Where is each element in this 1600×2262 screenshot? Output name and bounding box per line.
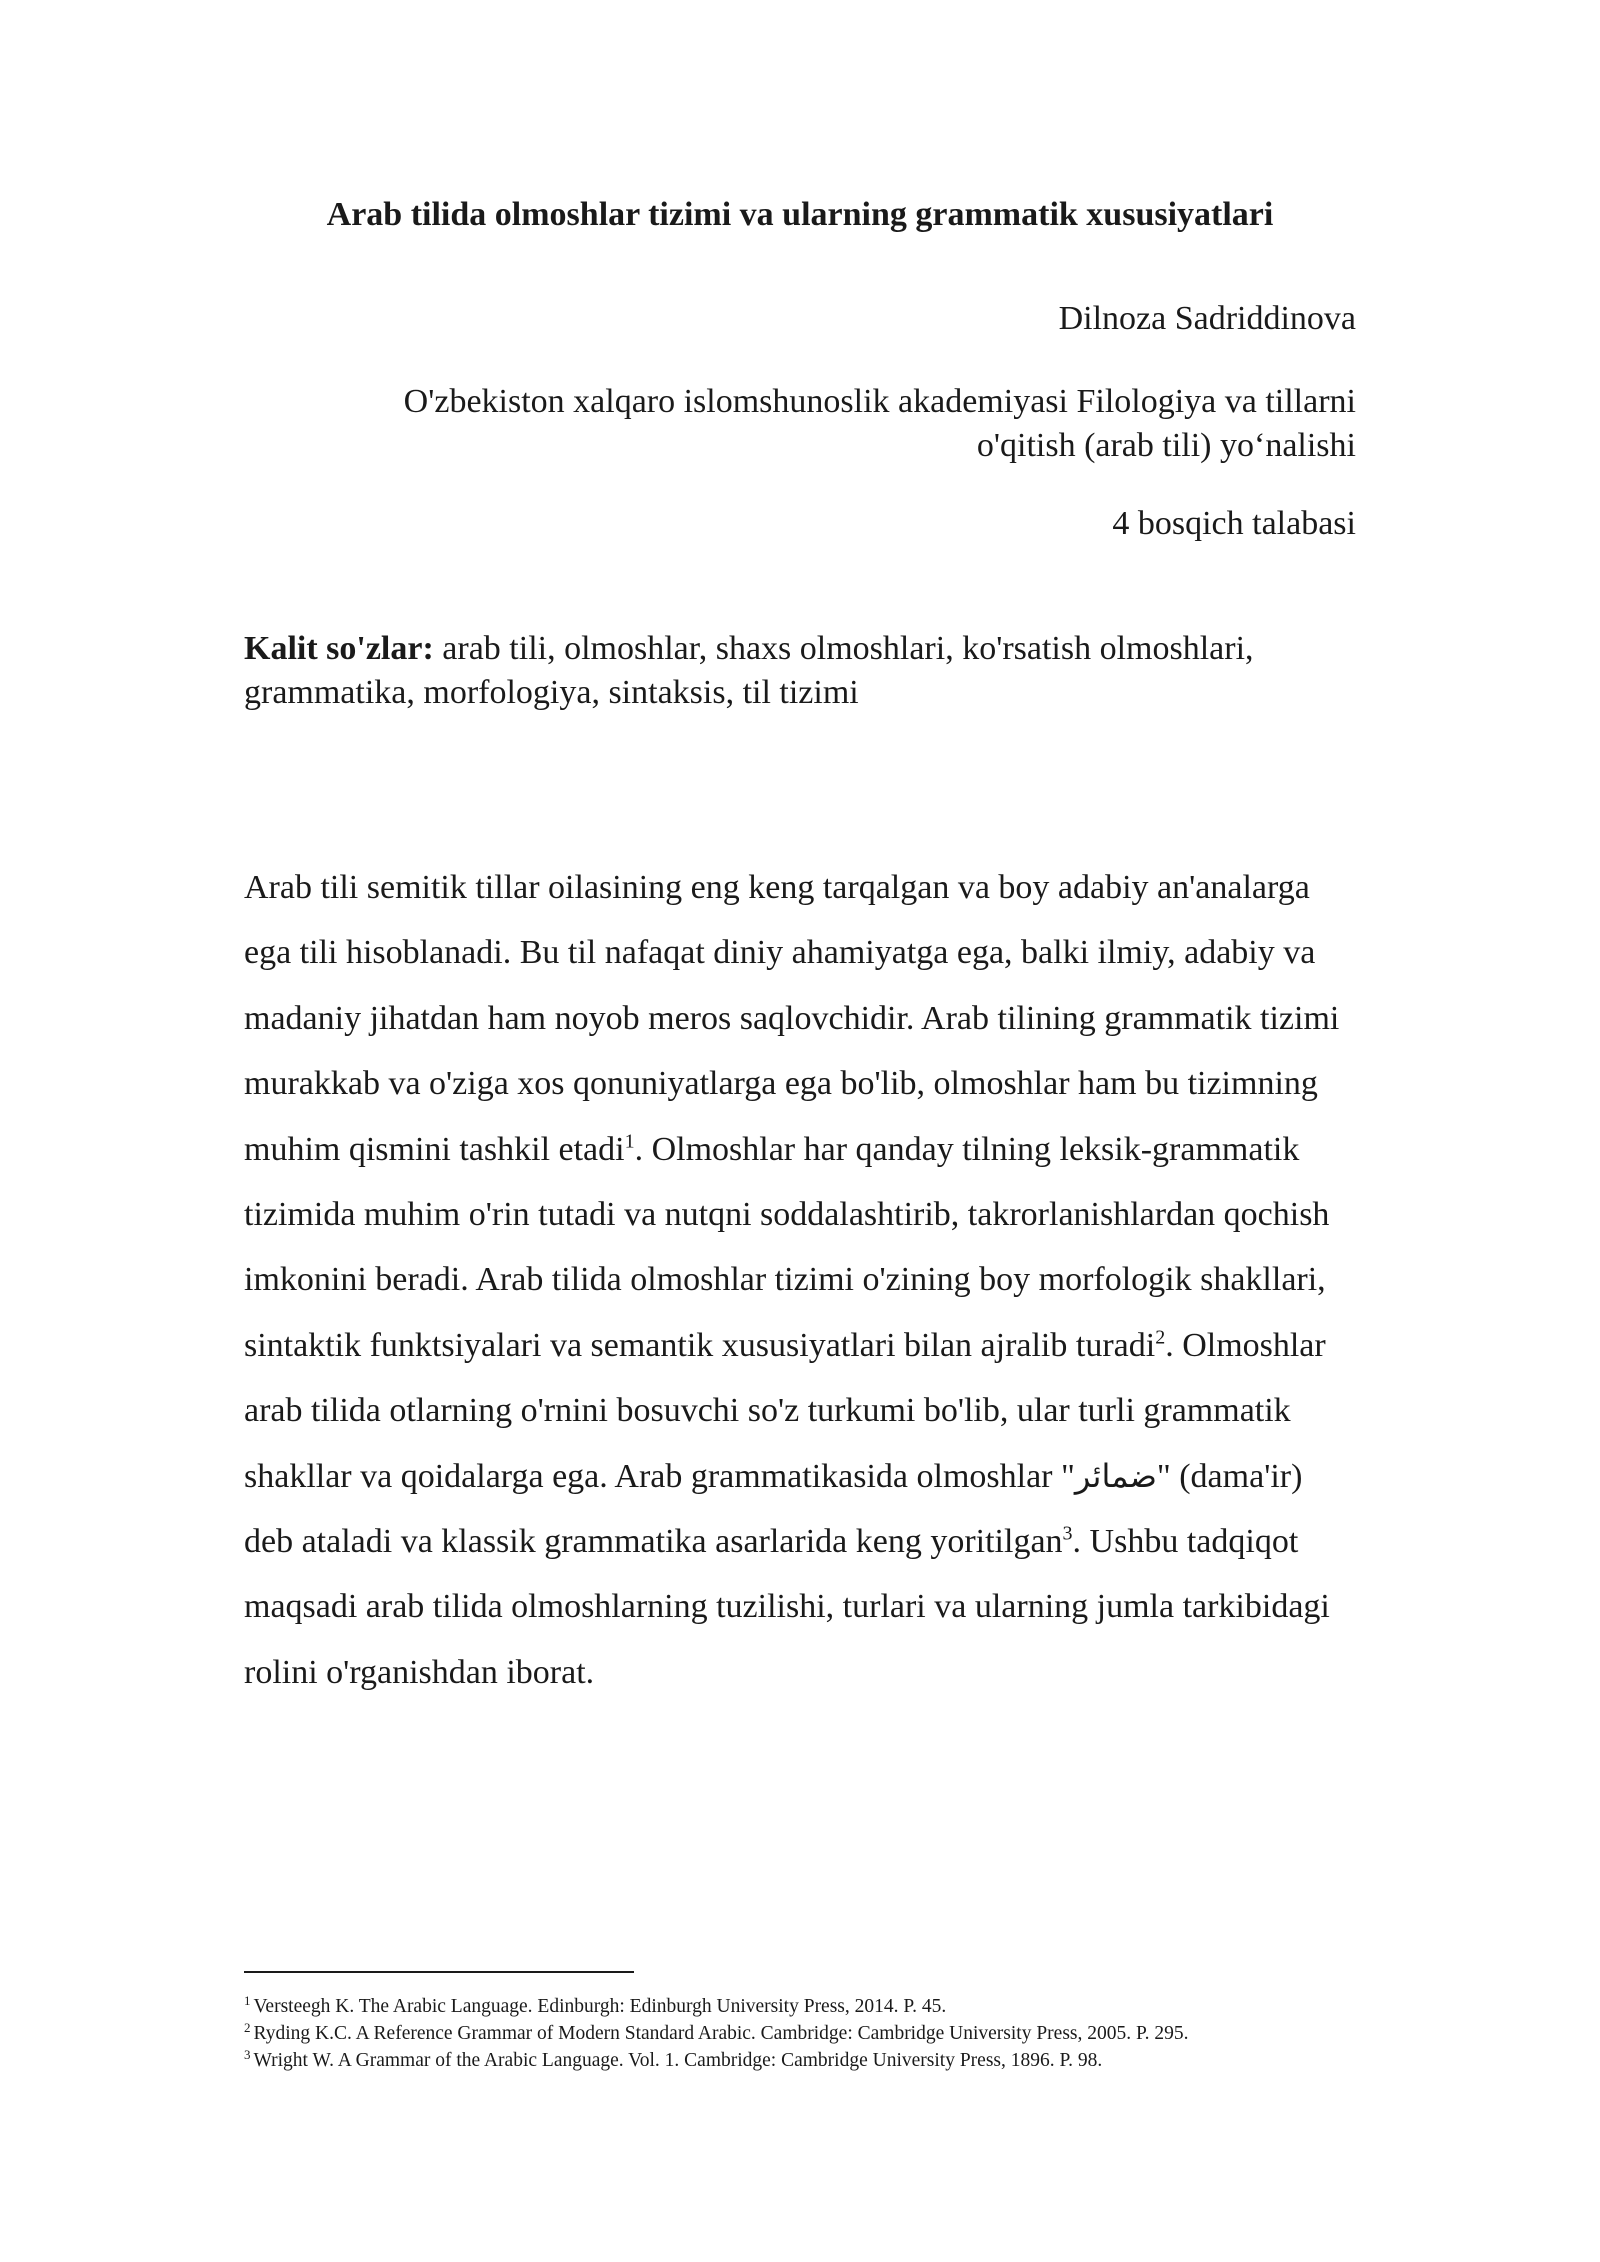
footnote-text: Versteegh K. The Arabic Language. Edinburgh: Edinburgh University Press, 2014. P. 45. [253,1996,947,2017]
footnote-1 [244,1993,1356,2020]
footnote-2 [244,2020,1356,2047]
paragraph-text-2: . Olmoshlar har qanday tilning leksik-grammatik tizimida muhim o'rin tutadi va nutqni soddalashtirib, takrorlanishlardan qochish imkonini beradi. Arab tilida olmoshlar tizimi o'zining boy morfologik shakllari, sintaktik funktsiyalari va semantik xususiyatlari bilan ajralib turadi [244,1130,1330,1364]
paper-title: Arab tilida olmoshlar tizimi va ularning grammatik xususiyatlari [326,196,1274,233]
keywords [244,627,1356,715]
keywords-label: Kalit so'zlar: [244,630,434,667]
keywords-text: arab tili, olmoshlar, shaxs olmoshlari, ko'rsatish olmoshlari, grammatika, morfologiya, sintaksis, til tizimi [244,630,1254,711]
footnote-text: Ryding K.C. A Reference Grammar of Modern Standard Arabic. Cambridge: Cambridge University Press, 2005. P. 295. [253,2023,1189,2044]
footnote-ref-3: 3 [1062,1522,1073,1545]
paragraph-text-3: . Olmoshlar arab tilida otlarning o'rnini bosuvchi so'z turkumi bo'lib, ular turli grammatik shakllar va qoidalarga ega. Arab grammatikasida olmoshlar " [244,1326,1326,1495]
introduction-paragraph [244,855,1356,1705]
paragraph-text-1: Arab tili semitik tillar oilasining eng keng tarqalgan va boy adabiy an'analarga ega tili hisoblanadi. Bu til nafaqat diniy ahamiyatga ega, balki ilmiy, adabiy va madaniy jihatdan ham noyob meros saqlovchidir. Arab tilining grammatik tizimi murakkab va o'ziga xos qonuniyatlarga ega bo'lib, olmoshlar ham bu tizimning muhim qismini tashkil etadi [244,869,1340,1168]
footnotes [244,1993,1356,2074]
footnote-number: 1 [244,1992,251,2008]
affiliation-line-2: o'qitish (arab tili) yo‘nalishi [976,427,1356,464]
footnote-number: 3 [244,2046,251,2062]
footnote-number: 2 [244,2019,251,2035]
arabic-term: ضمائر [1074,1456,1157,1495]
author-affiliation [244,380,1356,468]
footnote-separator [244,1971,634,1973]
paragraph-text-4: " (dama'ir) deb ataladi va klassik grammatika asarlarida keng yoritilgan [244,1457,1303,1561]
footnote-text: Wright W. A Grammar of the Arabic Language. Vol. 1. Cambridge: Cambridge University Press, 1896. P. 98. [253,2050,1103,2071]
affiliation-line-1: O'zbekiston xalqaro islomshunoslik akademiyasi Filologiya va tillarni [403,383,1356,420]
footnote-ref-1: 1 [624,1130,635,1153]
footnote-ref-2: 2 [1155,1326,1166,1349]
author-name: Dilnoza Sadriddinova [1058,300,1356,337]
paragraph-text-5: . Ushbu tadqiqot maqsadi arab tilida olmoshlarning tuzilishi, turlari va ularning jumla tarkibidagi rolini o'rganishdan iborat. [244,1523,1330,1691]
footnote-3 [244,2047,1356,2074]
author-status: 4 bosqich talabasi [1112,505,1356,542]
